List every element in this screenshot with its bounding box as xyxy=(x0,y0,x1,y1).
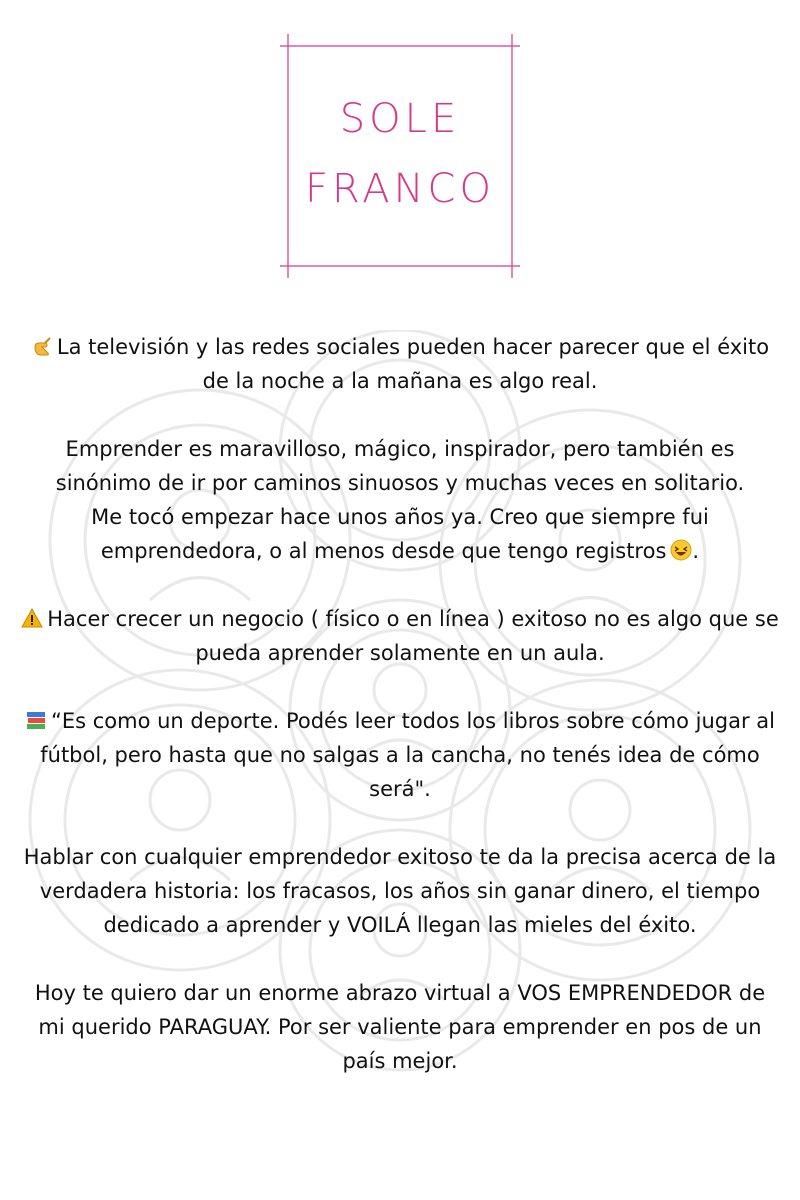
pointing-hand-icon xyxy=(31,335,53,357)
paragraph-text: Me tocó empezar hace unos años ya. Creo que siempre fui emprendedora, o al menos desde que tengo registros xyxy=(91,505,709,563)
paragraph-emprender xyxy=(20,432,780,500)
paragraph-text: La televisión y las redes sociales pueden hacer parecer que el éxito de la noche a la mañana es algo real. xyxy=(56,335,770,393)
paragraph-suffix: . xyxy=(692,539,700,563)
paragraph-text: Emprender es maravilloso, mágico, inspirador, pero también es sinónimo de ir por caminos sinuosos y muchas veces en solitario. xyxy=(55,437,745,495)
logo-frame xyxy=(280,34,520,278)
brand-logo xyxy=(280,34,520,278)
paragraph-text: Hablar con cualquier emprendedor exitoso te da la precisa acerca de la verdadera historia: los fracasos, los años sin ganar dinero, el tiempo dedicado a aprender y VOILÁ llegan las mieles del éxito. xyxy=(23,845,777,937)
laughing-face-icon xyxy=(670,539,692,561)
logo-text-sole: SOLE xyxy=(339,96,461,142)
paragraph-hoy xyxy=(20,976,780,1078)
logo-text-franco: FRANCO xyxy=(305,166,495,212)
warning-icon xyxy=(21,607,43,629)
paragraph-text: Hoy te quiero dar un enorme abrazo virtual a VOS EMPRENDEDOR de mi querido PARAGUAY. Por ser valiente para emprender en pos de un país mejor. xyxy=(34,981,766,1073)
post-body xyxy=(20,330,780,1112)
paragraph-text: “Es como un deporte. Podés leer todos los libros sobre cómo jugar al fútbol, pero hasta que no salgas a la cancha, no tenés idea de cómo será". xyxy=(40,709,776,801)
paragraph-warning xyxy=(20,602,780,670)
paragraph-intro xyxy=(20,330,780,398)
paragraph-quote xyxy=(20,704,780,806)
paragraph-hablar xyxy=(20,840,780,942)
paragraph-me-toco xyxy=(20,500,780,568)
paragraph-text: Hacer crecer un negocio ( físico o en línea ) exitoso no es algo que se pueda aprender solamente en un aula. xyxy=(47,607,779,665)
books-icon xyxy=(25,709,47,731)
